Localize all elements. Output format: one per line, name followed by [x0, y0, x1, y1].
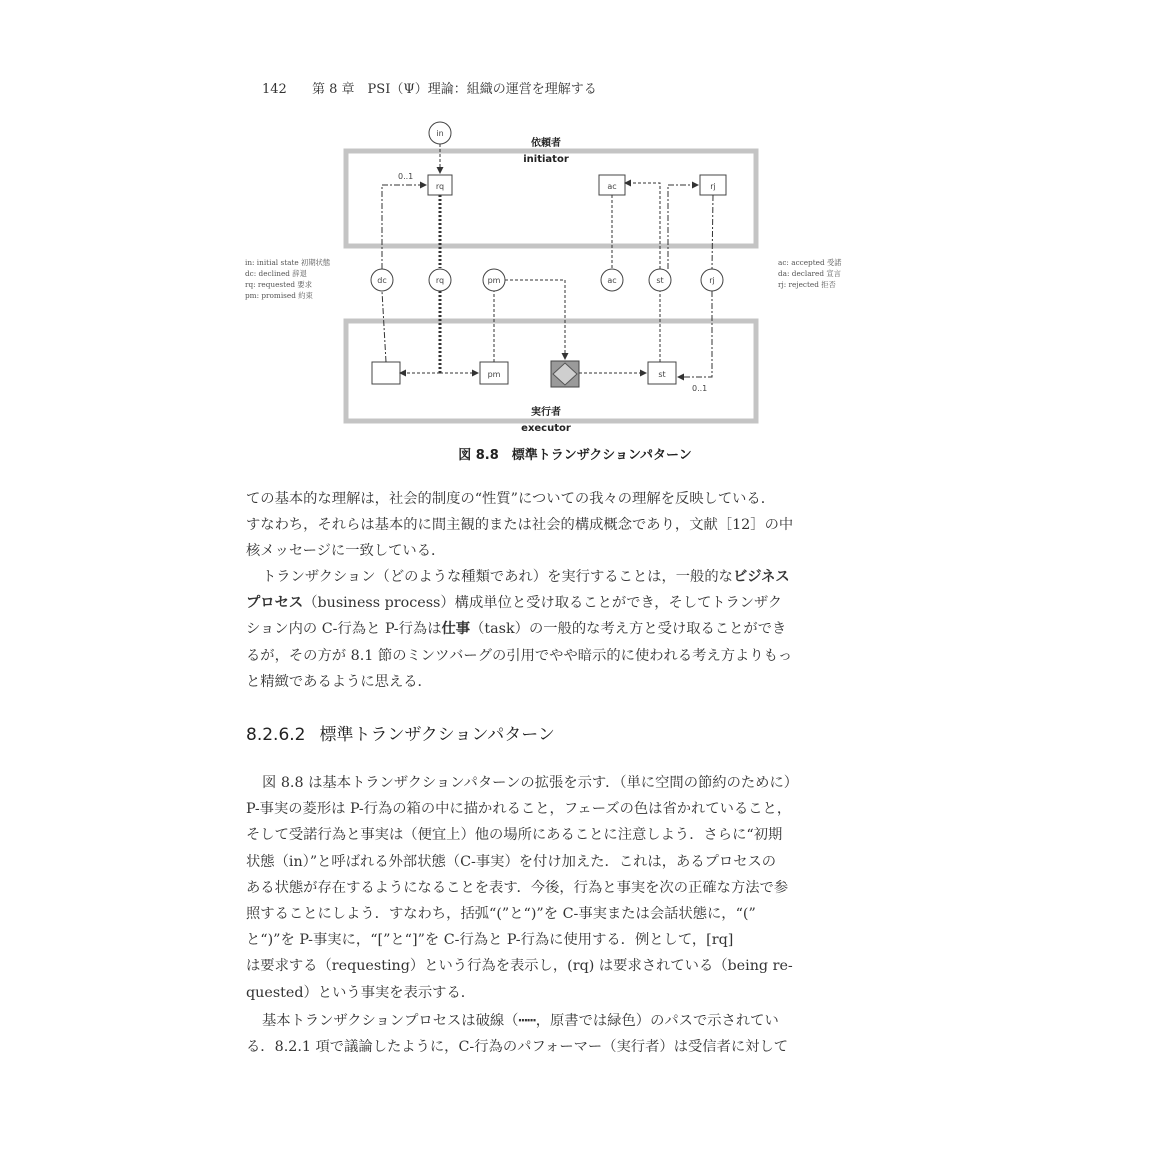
- executor-label-ja: 実行者: [531, 407, 561, 418]
- act-dc-box: [372, 362, 400, 384]
- paragraph-3-line-7: と“)”を P-事実に，“[”と“]”を C-行為と P-行為に使用する．例として，[rq]: [246, 932, 734, 949]
- act-rq-label: rq: [435, 182, 445, 191]
- paragraph-3-line-2: P-事実の菱形は P-行為の箱の中に描かれること，フェーズの色は省かれていること，: [246, 801, 792, 818]
- state-pm-label: pm: [487, 276, 501, 285]
- section-number: 8.2.6.2: [246, 725, 306, 745]
- rj-fact-to-st-path: [678, 291, 712, 377]
- paragraph-2-line-3-post: （task）の一般的な考え方と受け取ることができ: [470, 621, 787, 638]
- legend-right-line-2: da: declared 宣言: [778, 269, 841, 278]
- paragraph-4-line-2: る．8.2.1 項で議論したように，C-行為のパフォーマー（実行者）は受信者に対して: [246, 1039, 789, 1056]
- act-pm-label: pm: [487, 370, 501, 379]
- legend-left-line-1: in: initial state 初期状態: [245, 258, 331, 267]
- paragraph-1: [246, 486, 876, 565]
- state-dc-label: dc: [377, 276, 387, 285]
- legend-left-line-2: dc: declined 辞退: [245, 269, 307, 278]
- st-fact-to-rj-path: [668, 185, 698, 269]
- executor-label-en: executor: [521, 423, 571, 434]
- state-rq-label: rq: [435, 276, 445, 285]
- paragraph-3-line-5: ある状態が存在するようになることを表す．今後，行為と事実を次の正確な方法で参: [246, 879, 789, 896]
- state-in-label: in: [436, 129, 444, 138]
- transaction-pattern-diagram: [240, 115, 900, 440]
- paragraph-3-line-4: 状態（in）”と呼ばれる外部状態（C-事実）を付け加えた．これは，あるプロセスの: [246, 853, 777, 870]
- initiator-label-ja: 依頼者: [531, 138, 561, 149]
- legend-right: [778, 258, 842, 289]
- paragraph-3-line-1: 図 8.8 は基本トランザクションパターンの拡張を示す．（単に空間の節約のために）: [262, 775, 799, 791]
- term-process: プロセス: [246, 595, 304, 612]
- act-rj-label: rj: [710, 182, 716, 191]
- section-title: 標準トランザクションパターン: [319, 725, 555, 745]
- section-heading: [246, 720, 555, 745]
- legend-right-line-3: rj: rejected 拒否: [778, 280, 836, 289]
- state-ac-label: ac: [607, 276, 617, 285]
- paragraph-2-line-2: [246, 590, 876, 616]
- act-ac-label: ac: [607, 182, 617, 191]
- legend-left: [245, 258, 331, 300]
- multiplicity-bottom: 0..1: [692, 384, 708, 393]
- st-fact-to-ac-path: [625, 183, 660, 269]
- paragraph-4: [246, 1008, 876, 1060]
- dc-act-to-fact-path: [382, 291, 386, 362]
- paragraph-2-line-2-text: （business process）構成単位と受け取ることができ，そしてトランザク: [303, 595, 783, 612]
- paragraph-4-line-1: 基本トランザクションプロセスは破線（┅┅，原書では緑色）のパスで示されてい: [262, 1013, 779, 1029]
- page-number: 142: [262, 82, 287, 97]
- term-business: ビジネス: [732, 569, 790, 585]
- chapter-title: 第 8 章 PSI（Ψ）理論：組織の運営を理解する: [312, 82, 597, 97]
- paragraph-2-line-4: るが，その方が 8.1 節のミンツバーグの引用でやや暗示的に使われる考え方よりもっ: [246, 647, 793, 664]
- initiator-label-en: initiator: [523, 154, 569, 165]
- running-header: [262, 78, 597, 97]
- dc-fact-to-rq-path: [382, 185, 426, 269]
- initiator-frame: [346, 151, 756, 246]
- paragraph-3-line-9: quested）という事実を表示する．: [246, 984, 476, 1001]
- figure-caption: 図 8.8 標準トランザクションパターン: [458, 448, 692, 463]
- rj-act-to-fact-path: [712, 195, 713, 269]
- paragraph-3-line-6: 照することにしよう．すなわち，括弧“(”と“)”を C-事実または会話状態に，“(”: [246, 906, 756, 923]
- term-task: 仕事: [441, 621, 471, 638]
- state-st-label: st: [656, 276, 664, 285]
- legend-left-line-4: pm: promised 約束: [245, 291, 313, 300]
- paragraph-1-line-1: ての基本的な理解は，社会的制度の“性質”についての我々の理解を反映している．: [246, 491, 776, 507]
- paragraph-2-line-1-text: トランザクション（どのような種類であれ）を実行することは，一般的な: [262, 569, 733, 585]
- paragraph-3-line-8: は要求する（requesting）という行為を表示し，(rq) は要求されている（being re-: [246, 958, 793, 975]
- paragraph-2-line-5: と精緻であるように思える．: [246, 673, 432, 690]
- paragraph-2: [246, 564, 876, 695]
- paragraph-2-line-3: [246, 616, 876, 642]
- paragraph-3: [246, 770, 876, 1006]
- paragraph-3-line-3: そして受諾行為と事実は（便宜上）他の場所にあることに注意しよう．さらに“初期: [246, 827, 783, 844]
- paragraph-1-line-3: 核メッセージに一致している．: [246, 543, 446, 560]
- paragraph-2-line-1: [246, 564, 876, 590]
- multiplicity-top: 0..1: [398, 172, 414, 181]
- act-st-label: st: [658, 370, 666, 379]
- paragraph-1-line-2: すなわち，それらは基本的に間主観的または社会的構成概念であり，文献［12］の中: [246, 517, 794, 534]
- legend-right-line-1: ac: accepted 受諾: [778, 258, 842, 267]
- paragraph-2-line-3-pre: ション内の C-行為と P-行為は: [246, 621, 442, 638]
- state-rj-label: rj: [709, 276, 715, 285]
- legend-left-line-3: rq: requested 要求: [245, 280, 313, 289]
